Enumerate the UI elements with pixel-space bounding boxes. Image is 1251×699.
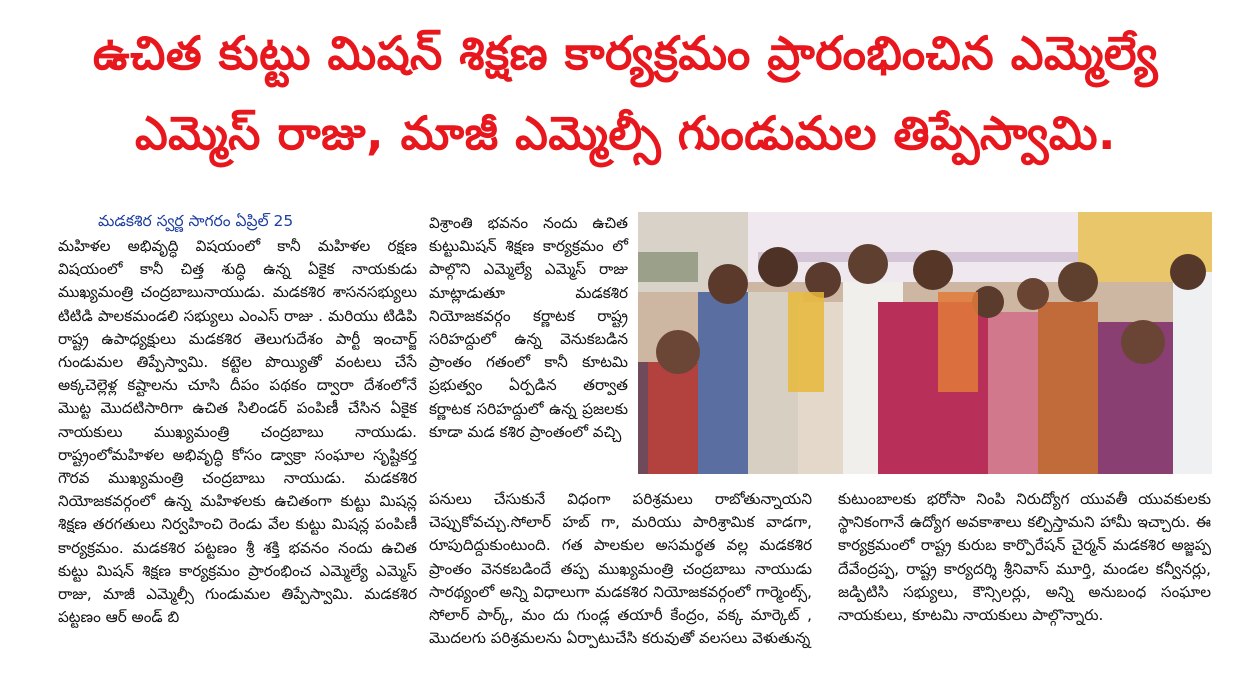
article-column-1: మహిళల అభివృద్ధి విషయంలో కానీ మహిళల రక్షణ విషయంలో కానీ చిత్త శుద్ధి ఉన్న ఏకైక నాయకుడు ముఖ్యమంత్రి చంద్రబాబునాయుడు. మడకశిర శాసనసభ్యులు టిటిడి పాలకమండలి సభ్యులు ఎంఎస్ రాజు . మరియు టిడిపి రాష్ట్ర ఉపాధ్యక్షులు మడకశిర తెలుగుదేశం పార్టీ ఇంచార్జ్ గుండుమల తిప్పేస్వామి. కట్టెల పొయ్యితో వంటలు చేసే అక్కచెల్లెళ్ల కష్టాలను చూసి దీపం పథకం ద్వారా దేశంలోనే మొట్ట మొదటిసారిగా ఉచిత సిలిండర్ పంపిణీ చేసిన ఏకైక నాయకులు ముఖ్యమంత్రి చంద్రబాబు నాయుడు. రాష్ట్రంలోమహిళల అభివృద్ధి కోసం డ్వాక్రా సంఘాల సృష్టికర్త గౌరవ ముఖ్యమంత్రి చంద్రబాబు నాయుడు. మడకశిర నియోజకవర్గంలో ఉన్న మహిళలకు ఉచితంగా కుట్టు మిషన్ల శిక్షణ తరగతులు నిర్వహించి రెండు వేల కుట్టు మిషన్ల పంపిణీ కార్యక్రమం. మడకశిర పట్టణం శ్రీ శక్తి భవనం నందు ఉచిత కుట్టు మిషన్ శిక్షణ కార్యక్రమం ప్రారంభించ ఎమ్మెల్యే ఎమ్మెస్ రాజు, మాజీ ఎమ్మెల్సీ గుండుమల తిప్పేస్వామి. మడకశిర పట్టణం ఆర్ అండ్ బి bbox=[58, 237, 417, 627]
dateline: మడకశిర స్వర్ణ సాగరం ఏప్రిల్ 25 bbox=[98, 212, 294, 230]
article-column-2-top: విశ్రాంతి భవనం నందు ఉచిత కుట్టుమిషన్ శిక్షణ కార్యక్రమం లో పాల్గొని ఎమ్మెల్యే ఎమ్మెస్ రాజు మాట్లాడుతూ మడకశిర నియోజకవర్గం కర్ణాటక రాష్ట్ర సరిహద్దులో ఉన్న వెనుకబడిన ప్రాంతం గతంలో కానీ కూటమి ప్రభుత్వం ఏర్పడిన తర్వాత కర్ణాటక సరిహద్దులో ఉన్న ప్రజలకు కూడా మడ కశిర ప్రాంతంలో వచ్చి bbox=[429, 214, 628, 441]
headline-line-2: ఎమ్మెస్ రాజు, మాజీ ఎమ్మెల్సీ గుండుమల తిప్పేస్వామి. bbox=[134, 106, 1117, 160]
event-photo bbox=[638, 212, 1212, 474]
article-column-3: కుటుంబాలకు భరోసా నింపి నిరుద్యోగ యువతీ యువకులకు స్థానికంగానే ఉద్యోగ అవకాశాలు కల్పిస్తామని హామీ ఇచ్చారు. ఈ కార్యక్రమంలో రాష్ట్ర కురుబ కార్పొరేషన్ చైర్మన్ మడకశిర అజ్జప్ప దేవేంద్రప్ప, రాష్ట్ర కార్యదర్శి శ్రీనివాస్ మూర్తి, మండల కన్వీనర్లు, జడ్పిటిసి సభ్యులు, కౌన్సిలర్లు, అన్ని అనుబంధ సంఘాల నాయకులు, కూటమి నాయకులు పాల్గొన్నారు. bbox=[838, 490, 1211, 625]
headline-line-1: ఉచిత కుట్టు మిషన్ శిక్షణ కార్యక్రమం ప్రారంభించిన ఎమ్మెల్యే bbox=[92, 26, 1159, 80]
article-column-2-bottom: పనులు చేసుకునే విధంగా పరిశ్రమలు రాబోతున్నాయని చెప్పుకోవచ్చు.సోలార్ హబ్ గా, మరియు పారిశ్రామిక వాడగా, రూపుదిద్దుకుంటుంది. గత పాలకుల అసమర్థత వల్ల మడకశిర ప్రాంతం వెనకబడిందే తప్ప ముఖ్యమంత్రి చంద్రబాబు నాయుడు సారథ్యంలో అన్ని విధాలుగా మడకశిర నియోజకవర్గంలో గార్మెంట్స్, సోలార్ పార్క్, మం దు గుండ్ల తయారీ కేంద్రం, వక్క మార్కెట్ , మొదలగు పరిశ్రమలను ఏర్పాటుచేసి కరువుతో వలసలు వెళుతున్న bbox=[429, 490, 812, 648]
